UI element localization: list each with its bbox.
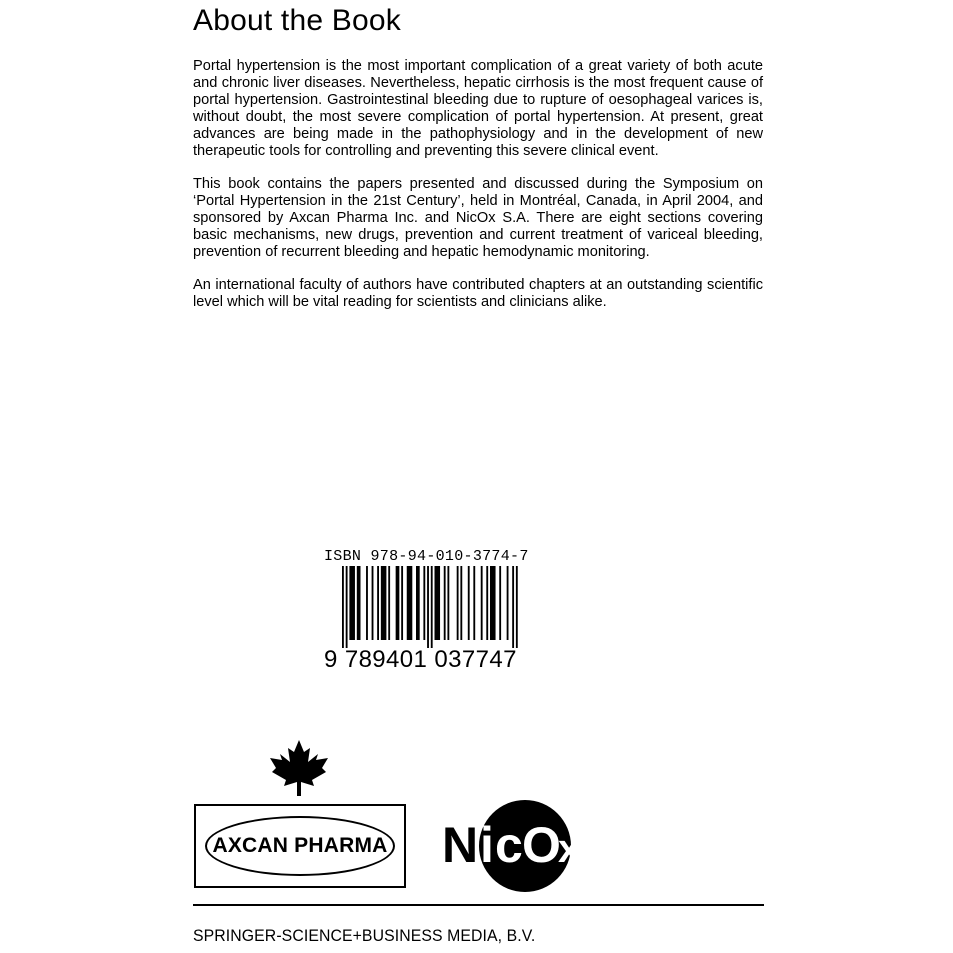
footer-divider [193, 904, 764, 906]
isbn-label: ISBN 978-94-010-3774-7 [324, 548, 529, 565]
svg-text:O: O [522, 817, 561, 873]
axcan-pharma-logo [194, 804, 406, 888]
maple-leaf-icon [266, 738, 332, 796]
barcode-bar [490, 566, 496, 640]
barcode-bar [457, 566, 459, 640]
barcode-bar [516, 566, 518, 648]
barcode-bar [486, 566, 488, 640]
svg-text:c: c [495, 817, 523, 873]
barcode-bar [407, 566, 413, 640]
paragraph-faculty: An international faculty of authors have contributed chapters at an outstanding scientific level which will be vital reading for scientists and clinicians alike. [193, 277, 763, 310]
barcode-bar [388, 566, 390, 640]
barcode-bar [357, 566, 361, 640]
nicox-logo [440, 796, 585, 896]
svg-text:x: x [558, 827, 581, 871]
barcode-bar [349, 566, 355, 640]
barcode-bar [447, 566, 449, 640]
barcode-bar [512, 566, 514, 648]
barcode-bar [507, 566, 509, 640]
barcode-bar [431, 566, 433, 648]
axcan-logo-text: AXCAN PHARMA [212, 834, 388, 857]
barcode-bar [435, 566, 441, 640]
barcode-bar [396, 566, 400, 640]
barcode-bar [366, 566, 368, 640]
barcode-bar [427, 566, 429, 648]
publisher-name: SPRINGER-SCIENCE+BUSINESS MEDIA, B.V. [193, 926, 536, 945]
svg-text:i: i [480, 817, 494, 873]
barcode-bar [342, 566, 344, 648]
barcode [342, 566, 518, 648]
barcode-bar [444, 566, 446, 640]
barcode-bar [468, 566, 470, 640]
page-title: About the Book [193, 4, 401, 37]
barcode-digits: 9 789401 037747 [324, 646, 517, 673]
axcan-logo-oval [205, 816, 395, 876]
barcode-bar [473, 566, 475, 640]
paragraph-symposium: This book contains the papers presented and discussed during the Symposium on ‘Portal Hypertension in the 21st Century’, held in Montréal, Canada, in April 2004, and sponsored by Axcan Pharma Inc. and NicOx S.A. There are eight sections covering basic mechanisms, new drugs, prevention and current treatment of variceal bleeding, prevention of recurrent bleeding and hepatic hemodynamic monitoring. [193, 176, 763, 260]
barcode-bar [481, 566, 483, 640]
barcode-bar [423, 566, 425, 640]
svg-text:N: N [442, 817, 479, 873]
barcode-bar [460, 566, 462, 640]
barcode-bar [401, 566, 403, 640]
barcode-bar [372, 566, 374, 640]
barcode-bar [346, 566, 348, 648]
barcode-bar [381, 566, 387, 640]
barcode-bar [416, 566, 420, 640]
barcode-bar [377, 566, 379, 640]
paragraph-intro: Portal hypertension is the most important complication of a great variety of both acute and chronic liver diseases. Nevertheless, hepatic cirrhosis is the most frequent cause of portal hypertension. Gastrointestinal bleeding due to rupture of oesophageal varices is, without doubt, the most severe complication of portal hypertension. At present, great advances are being made in the pathophysiology and in the development of new therapeutic tools for controlling and preventing this severe clinical event. [193, 58, 763, 159]
barcode-bar [499, 566, 501, 640]
